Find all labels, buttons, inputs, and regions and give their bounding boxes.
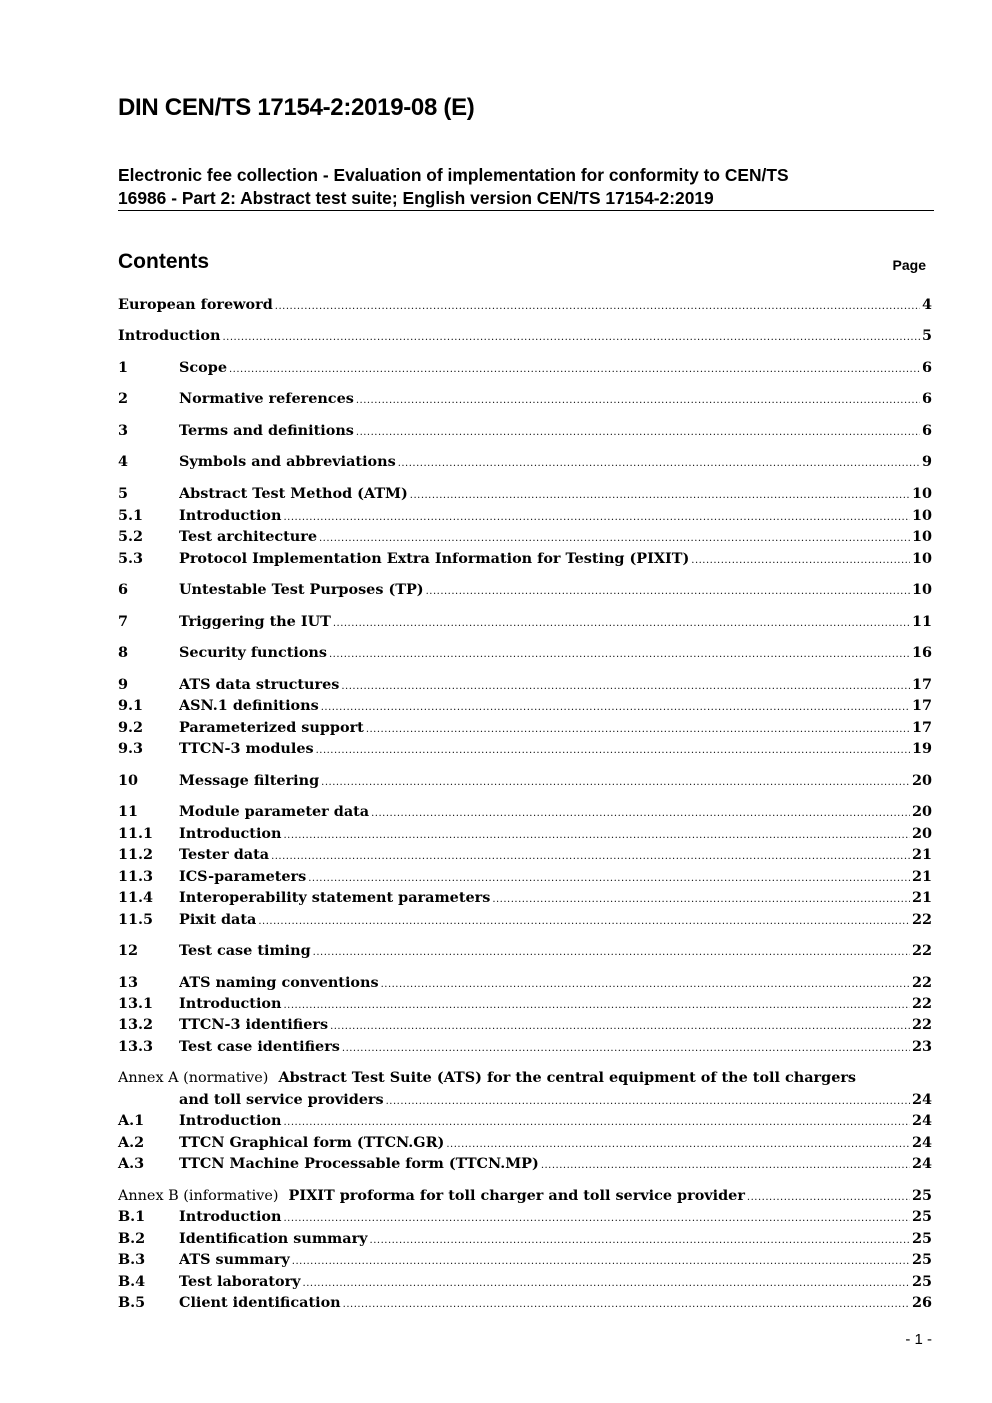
toc-entry-title: Introduction <box>118 327 221 344</box>
toc-entry-title: ICS-parameters <box>179 868 307 885</box>
toc-entry-11-2[interactable] <box>118 844 932 866</box>
toc-leader <box>329 644 910 664</box>
toc-leader <box>356 422 920 442</box>
toc-entry-page: 10 <box>911 507 932 524</box>
toc-entry-9-3[interactable] <box>118 738 932 760</box>
toc-entry-number: A.1 <box>118 1112 145 1129</box>
toc-entry-page: 17 <box>911 676 932 693</box>
toc-entry-european-foreword[interactable] <box>118 294 932 316</box>
toc-entry-title: Protocol Implementation Extra Information for Testing (PIXIT) <box>179 550 690 567</box>
toc-entry-title: TTCN Machine Processable form (TTCN.MP) <box>179 1155 539 1172</box>
toc-entry-number: 8 <box>118 644 129 661</box>
toc-entry-title: Introduction <box>179 1112 282 1129</box>
toc-entry-page: 24 <box>911 1091 932 1108</box>
toc-entry-b-5[interactable] <box>118 1292 932 1314</box>
toc-entry-page: 20 <box>911 772 932 789</box>
toc-entry-11-3[interactable] <box>118 866 932 888</box>
toc-leader <box>308 868 910 888</box>
toc-entry-page: 10 <box>911 550 932 567</box>
toc-leader <box>283 995 909 1015</box>
toc-entry-a-2[interactable] <box>118 1132 932 1154</box>
toc-entry-11-4[interactable] <box>118 887 932 909</box>
toc-entry-number: 3 <box>118 422 129 439</box>
toc-entry-title: Interoperability statement parameters <box>179 889 491 906</box>
toc-entry-title: TTCN Graphical form (TTCN.GR) <box>179 1134 445 1151</box>
toc-entry-13-2[interactable] <box>118 1014 932 1036</box>
toc-entry-title: ATS summary <box>179 1251 290 1268</box>
toc-entry-page: 22 <box>911 1016 932 1033</box>
page-column-header: Page <box>892 257 926 273</box>
annex-a-title-line-2: and toll service providers <box>179 1091 384 1108</box>
toc-entry-9-2[interactable] <box>118 717 932 739</box>
toc-entry-number: 13.2 <box>118 1016 154 1033</box>
toc-entry-8[interactable] <box>118 642 932 664</box>
toc-entry-3[interactable] <box>118 420 932 442</box>
annex-b-label: Annex B (informative) <box>118 1188 279 1204</box>
toc-entry-number: 10 <box>118 772 139 789</box>
toc-entry-introduction[interactable] <box>118 325 932 347</box>
toc-entry-page: 22 <box>911 974 932 991</box>
header-rule <box>118 210 934 211</box>
toc-entry-page: 5 <box>921 327 932 344</box>
toc-entry-title: Introduction <box>179 825 282 842</box>
toc-leader <box>343 1294 910 1314</box>
toc-entry-page: 20 <box>911 825 932 842</box>
toc-entry-page: 17 <box>911 697 932 714</box>
toc-entry-title: Parameterized support <box>179 719 364 736</box>
toc-leader <box>370 1230 910 1250</box>
toc-entry-title: Test case timing <box>179 942 311 959</box>
toc-entry-number: 5 <box>118 485 129 502</box>
toc-entry-4[interactable] <box>118 451 932 473</box>
toc-entry-number: B.1 <box>118 1208 146 1225</box>
toc-entry-number: 11.4 <box>118 889 154 906</box>
toc-entry-number: 11 <box>118 803 139 820</box>
toc-entry-number: 13.1 <box>118 995 154 1012</box>
toc-entry-5-1[interactable] <box>118 505 932 527</box>
toc-entry-title: Introduction <box>179 1208 282 1225</box>
toc-entry-13-1[interactable] <box>118 993 932 1015</box>
toc-leader <box>446 1134 910 1154</box>
toc-entry-page: 26 <box>911 1294 932 1311</box>
toc-entry-5-3[interactable] <box>118 548 932 570</box>
toc-entry-page: 9 <box>921 453 932 470</box>
toc-leader <box>747 1187 910 1207</box>
toc-entry-number: B.2 <box>118 1230 146 1247</box>
toc-leader <box>229 359 920 379</box>
toc-entry-5[interactable] <box>118 483 932 505</box>
toc-annex-b-heading[interactable] <box>118 1185 932 1207</box>
toc-leader <box>283 507 909 527</box>
annex-a-label: Annex A (normative) <box>118 1070 269 1086</box>
toc-entry-title: Module parameter data <box>179 803 370 820</box>
toc-entry-b-1[interactable] <box>118 1206 932 1228</box>
toc-entry-number: 4 <box>118 453 129 470</box>
toc-entry-9-1[interactable] <box>118 695 932 717</box>
toc-entry-page: 19 <box>911 740 932 757</box>
toc-entry-page: 25 <box>911 1273 932 1290</box>
toc-leader <box>356 390 920 410</box>
toc-entry-title: Test case identifiers <box>179 1038 340 1055</box>
toc-entry-page: 25 <box>911 1230 932 1247</box>
toc-leader <box>303 1273 910 1293</box>
toc-leader <box>283 1208 909 1228</box>
toc-leader <box>321 697 910 717</box>
toc-entry-title: ATS data structures <box>179 676 340 693</box>
toc-leader <box>319 528 910 548</box>
toc-entry-10[interactable] <box>118 770 932 792</box>
toc-entry-1[interactable] <box>118 357 932 379</box>
toc-entry-page: 10 <box>911 485 932 502</box>
toc-entry-page: 11 <box>911 613 932 630</box>
toc-entry-page: 16 <box>911 644 932 661</box>
toc-entry-number: 9.2 <box>118 719 144 736</box>
toc-entry-number: 11.3 <box>118 868 154 885</box>
toc-entry-title: TTCN-3 identifiers <box>179 1016 329 1033</box>
toc-entry-number: 11.2 <box>118 846 154 863</box>
toc-entry-b-4[interactable] <box>118 1271 932 1293</box>
toc-entry-page: 25 <box>911 1208 932 1225</box>
toc-entry-page: 10 <box>911 528 932 545</box>
toc-leader <box>283 825 909 845</box>
toc-leader <box>381 974 910 994</box>
toc-leader <box>313 942 910 962</box>
toc-leader <box>321 772 910 792</box>
toc-entry-title: Test laboratory <box>179 1273 301 1290</box>
toc-leader <box>492 889 910 909</box>
toc-leader <box>333 613 910 633</box>
toc-entry-page: 21 <box>911 846 932 863</box>
toc-leader <box>410 485 910 505</box>
toc-entry-number: 11.1 <box>118 825 154 842</box>
toc-entry-number: 9 <box>118 676 129 693</box>
toc-entry-title: Message filtering <box>179 772 320 789</box>
page-number: - 1 - <box>905 1331 932 1348</box>
toc-entry-13[interactable] <box>118 972 932 994</box>
toc-entry-a-3[interactable] <box>118 1153 932 1175</box>
toc-entry-page: 6 <box>921 359 932 376</box>
toc-entry-5-2[interactable] <box>118 526 932 548</box>
toc-entry-title: Tester data <box>179 846 270 863</box>
toc-leader <box>386 1091 910 1111</box>
toc-entry-number: B.5 <box>118 1294 146 1311</box>
toc-leader <box>258 911 910 931</box>
toc-entry-number: 5.3 <box>118 550 144 567</box>
annex-b-title: PIXIT proforma for toll charger and toll service provider <box>288 1187 745 1204</box>
toc-entry-page: 21 <box>911 889 932 906</box>
toc-entry-page: 22 <box>911 911 932 928</box>
toc-entry-a-1[interactable] <box>118 1110 932 1132</box>
toc-entry-title: Pixit data <box>179 911 257 928</box>
subtitle-line-1: Electronic fee collection - Evaluation of implementation for conformity to CEN/TS <box>118 165 789 185</box>
toc-entry-page: 17 <box>911 719 932 736</box>
toc-annex-a-heading[interactable] <box>118 1067 932 1089</box>
document-id: DIN CEN/TS 17154-2:2019-08 (E) <box>118 94 475 121</box>
toc-leader <box>283 1112 909 1132</box>
toc-leader <box>371 803 910 823</box>
toc-leader <box>541 1155 910 1175</box>
document-subtitle <box>118 164 928 210</box>
toc-leader <box>691 550 910 570</box>
toc-entry-b-2[interactable] <box>118 1228 932 1250</box>
toc-entry-title: ASN.1 definitions <box>179 697 319 714</box>
toc-entry-number: B.4 <box>118 1273 146 1290</box>
toc-leader <box>316 740 910 760</box>
toc-entry-title: Test architecture <box>179 528 317 545</box>
toc-entry-title: European foreword <box>118 296 273 313</box>
toc-entry-9[interactable] <box>118 674 932 696</box>
toc-entry-b-3[interactable] <box>118 1249 932 1271</box>
toc-entry-number: 2 <box>118 390 129 407</box>
toc-entry-title: Triggering the IUT <box>179 613 331 630</box>
toc-entry-page: 24 <box>911 1155 932 1172</box>
toc-entry-title: Terms and definitions <box>179 422 354 439</box>
toc-annex-a-title-continued[interactable] <box>118 1089 932 1111</box>
toc-entry-12[interactable] <box>118 940 932 962</box>
contents-title: Contents <box>118 250 209 273</box>
annex-a-title-line-1: Abstract Test Suite (ATS) for the central equipment of the toll chargers <box>278 1069 857 1086</box>
toc-entry-title: Introduction <box>179 995 282 1012</box>
toc-entry-title: Introduction <box>179 507 282 524</box>
toc-entry-2[interactable] <box>118 388 932 410</box>
toc-leader <box>222 327 920 347</box>
toc-leader <box>342 1038 910 1058</box>
toc-leader <box>426 581 910 601</box>
toc-entry-7[interactable] <box>118 611 932 633</box>
subtitle-line-2: 16986 - Part 2: Abstract test suite; English version CEN/TS 17154-2:2019 <box>118 188 714 208</box>
toc-entry-title: ATS naming conventions <box>179 974 379 991</box>
toc-entry-number: 9.3 <box>118 740 144 757</box>
toc-entry-number: A.2 <box>118 1134 145 1151</box>
toc-entry-title: Abstract Test Method (ATM) <box>179 485 408 502</box>
toc-entry-11-5[interactable] <box>118 909 932 931</box>
toc-entry-number: 7 <box>118 613 129 630</box>
toc-entry-page: 4 <box>921 296 932 313</box>
toc-entry-number: 13 <box>118 974 139 991</box>
toc-entry-11-1[interactable] <box>118 823 932 845</box>
toc-entry-page: 6 <box>921 422 932 439</box>
toc-entry-number: B.3 <box>118 1251 146 1268</box>
toc-entry-page: 25 <box>911 1251 932 1268</box>
toc-entry-page: 23 <box>911 1038 932 1055</box>
toc-entry-title: Symbols and abbreviations <box>179 453 396 470</box>
toc-entry-title: Client identification <box>179 1294 341 1311</box>
toc-entry-page: 22 <box>911 995 932 1012</box>
toc-leader <box>275 296 920 316</box>
toc-entry-number: 1 <box>118 359 129 376</box>
toc-leader <box>398 453 920 473</box>
toc-leader <box>341 676 910 696</box>
toc-entry-number: A.3 <box>118 1155 145 1172</box>
toc-entry-number: 12 <box>118 942 139 959</box>
toc-entry-page: 22 <box>911 942 932 959</box>
toc-entry-page: 25 <box>911 1187 932 1204</box>
toc-entry-page: 6 <box>921 390 932 407</box>
toc-entry-number: 6 <box>118 581 129 598</box>
toc-entry-6[interactable] <box>118 579 932 601</box>
toc-leader <box>292 1251 910 1271</box>
toc-entry-title: Identification summary <box>179 1230 368 1247</box>
toc-entry-11[interactable] <box>118 801 932 823</box>
toc-leader <box>271 846 910 866</box>
toc-entry-title: Security functions <box>179 644 327 661</box>
toc-entry-page: 24 <box>911 1112 932 1129</box>
toc-entry-number: 11.5 <box>118 911 154 928</box>
toc-entry-number: 9.1 <box>118 697 144 714</box>
toc-entry-page: 21 <box>911 868 932 885</box>
toc-entry-page: 20 <box>911 803 932 820</box>
toc-entry-title: Scope <box>179 359 227 376</box>
toc-entry-page: 24 <box>911 1134 932 1151</box>
toc-entry-number: 5.2 <box>118 528 144 545</box>
toc-leader <box>366 719 910 739</box>
toc-entry-number: 5.1 <box>118 507 144 524</box>
toc-leader <box>330 1016 910 1036</box>
toc-entry-page: 10 <box>911 581 932 598</box>
toc-entry-title: TTCN-3 modules <box>179 740 314 757</box>
toc-entry-number: 13.3 <box>118 1038 154 1055</box>
toc-entry-title: Normative references <box>179 390 354 407</box>
toc-entry-13-3[interactable] <box>118 1036 932 1058</box>
toc-entry-title: Untestable Test Purposes (TP) <box>179 581 424 598</box>
